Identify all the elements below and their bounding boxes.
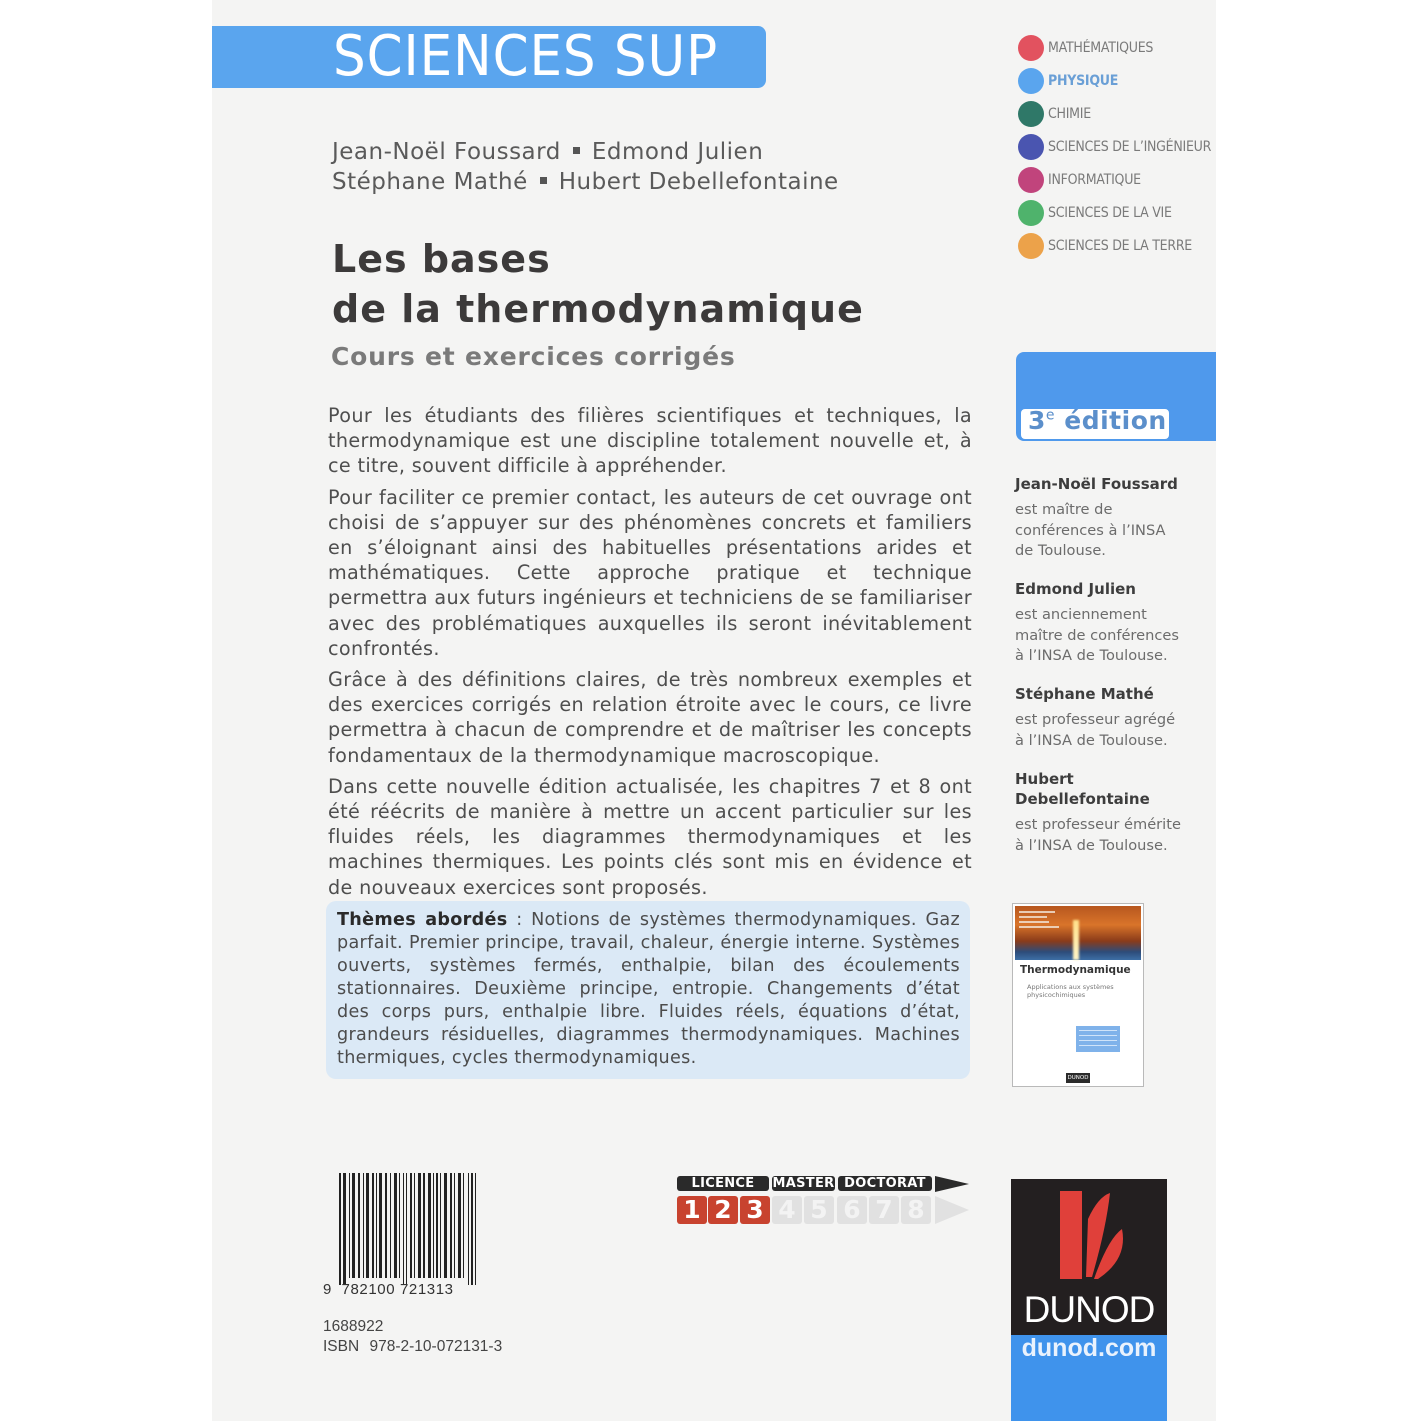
isbn-value: 978-2-10-072131-3 xyxy=(369,1338,503,1355)
level-cell: 7 xyxy=(869,1196,899,1224)
thumbnail-subtitle xyxy=(1027,983,1114,999)
thumbnail-blue-block xyxy=(1076,1026,1120,1052)
discipline-item xyxy=(1018,34,1218,62)
discipline-item xyxy=(1018,232,1218,260)
edition-label xyxy=(1028,406,1167,435)
author-name: Jean-Noël Foussard xyxy=(332,139,561,165)
edition-number: 3 xyxy=(1028,406,1046,435)
discipline-item xyxy=(1018,133,1218,161)
cover-image xyxy=(1015,906,1141,960)
author-list xyxy=(332,137,839,197)
isbn-label: ISBN xyxy=(323,1338,360,1355)
bio-text xyxy=(1015,815,1205,856)
barcode-icon xyxy=(339,1173,477,1285)
themes-label: Thèmes abordés xyxy=(337,910,508,930)
discipline-label: SCIENCES DE L’INGÉNIEUR xyxy=(1048,139,1212,155)
bio-text xyxy=(1015,605,1205,667)
discipline-dot-icon xyxy=(1018,167,1044,193)
discipline-label: SCIENCES DE LA TERRE xyxy=(1048,238,1192,254)
description-paragraph: Grâce à des définitions claires, de très nombreux exemples et des exercices corrigés en relation étroite avec le cours, ce livre permettra à chacun de comprendre et de maîtriser les concepts fondamentaux de la thermodynamique macroscopique. xyxy=(328,668,972,767)
bio-line: est anciennement xyxy=(1015,606,1147,623)
barcode-digits xyxy=(323,1281,454,1298)
discipline-label: MATHÉMATIQUES xyxy=(1048,40,1154,56)
level-header-doctorat: DOCTORAT xyxy=(838,1176,932,1191)
bio-line: est maître de xyxy=(1015,501,1113,518)
level-cell-active: 3 xyxy=(740,1196,770,1224)
related-book-thumbnail[interactable] xyxy=(1012,903,1144,1087)
author-name: Stéphane Mathé xyxy=(332,169,528,195)
barcode-digit-group: 721313 xyxy=(399,1281,454,1298)
bio-line: à l’INSA de Toulouse. xyxy=(1015,731,1168,749)
bio-name-line: Debellefontaine xyxy=(1015,790,1150,808)
thumbnail-publisher-logo: DUNOD xyxy=(1067,1075,1089,1081)
author-name: Hubert Debellefontaine xyxy=(558,169,839,195)
title-line: Les bases xyxy=(332,237,551,281)
title-line: de la thermodynamique xyxy=(332,287,864,331)
bio-line: à l’INSA de Toulouse. xyxy=(1015,836,1168,854)
product-code: 1688922 xyxy=(323,1318,384,1335)
description-paragraph: Pour les étudiants des filières scientifiques et techniques, la thermodynamique est une discipline totalement nouvelle et, à ce titre, souvent difficile à appréhender. xyxy=(328,404,972,478)
level-header-licence: LICENCE xyxy=(677,1176,769,1191)
discipline-item xyxy=(1018,100,1218,128)
bio-line: maître de conférences xyxy=(1015,626,1179,644)
arrow-right-icon xyxy=(935,1196,969,1224)
level-cell: 4 xyxy=(772,1196,802,1224)
discipline-item xyxy=(1018,166,1218,194)
discipline-label: PHYSIQUE xyxy=(1048,73,1119,89)
level-cell-active: 1 xyxy=(677,1196,707,1224)
bio-name-line: Hubert xyxy=(1015,770,1074,788)
bio-author-name: Jean-Noël Foussard xyxy=(1015,475,1178,493)
discipline-dot-icon xyxy=(1018,101,1044,127)
discipline-label: INFORMATIQUE xyxy=(1048,172,1141,188)
discipline-item-active xyxy=(1018,67,1218,95)
level-header-master: MASTER xyxy=(772,1176,835,1191)
bio-author-name: Edmond Julien xyxy=(1015,580,1136,598)
level-cell: 8 xyxy=(901,1196,931,1224)
bio-line: est professeur agrégé xyxy=(1015,711,1176,728)
publisher-url-link[interactable]: dunod.com xyxy=(1021,1334,1157,1362)
thumbnail-subtitle-line: physicochimiques xyxy=(1027,991,1086,999)
level-cell: 6 xyxy=(837,1196,867,1224)
thumbnail-subtitle-line: Applications aux systèmes xyxy=(1027,983,1114,991)
arrow-right-icon xyxy=(935,1176,969,1192)
dunod-fan-logo-icon xyxy=(1058,1189,1128,1281)
barcode-digit-first: 9 xyxy=(323,1281,332,1298)
book-title xyxy=(332,234,864,334)
bio-text xyxy=(1015,710,1205,751)
level-cell: 5 xyxy=(804,1196,834,1224)
description-paragraph: Pour faciliter ce premier contact, les auteurs de cet ouvrage ont choisi de s’appuyer sur des phénomènes concrets et familiers en s’éloignant ainsi des habituelles présentations arides et mathématiques. Cette approche pratique et technique permettra aux futurs ingénieurs et techniciens de se familiariser avec des problématiques auxquelles ils seront inévitablement confrontés. xyxy=(328,485,972,660)
level-cell-active: 2 xyxy=(708,1196,738,1224)
thumbnail-title: Thermodynamique xyxy=(1020,964,1131,976)
edition-suffix: e xyxy=(1045,407,1056,424)
description-paragraph: Dans cette nouvelle édition actualisée, les chapitres 7 et 8 ont été réécrits de manière à mettre un accent particulier sur les fluides réels, les diagrammes thermodynamiques et les machines thermiques. Les points clés sont mis en évidence et de nouveaux exercices sont proposés. xyxy=(328,774,972,899)
discipline-dot-icon xyxy=(1018,233,1044,259)
bio-text xyxy=(1015,500,1205,562)
bullet-separator xyxy=(540,177,547,184)
discipline-label: SCIENCES DE LA VIE xyxy=(1048,205,1172,221)
discipline-dot-icon xyxy=(1018,35,1044,61)
bio-line: est professeur émérite xyxy=(1015,816,1181,833)
discipline-label: CHIMIE xyxy=(1048,106,1091,122)
bio-author-name xyxy=(1015,769,1205,809)
bio-line: de Toulouse. xyxy=(1015,542,1106,559)
publisher-name: DUNOD xyxy=(1023,1289,1155,1330)
barcode-digit-group: 782100 xyxy=(341,1281,396,1298)
discipline-item xyxy=(1018,199,1218,227)
discipline-dot-icon xyxy=(1018,68,1044,94)
bio-line: conférences à l’INSA xyxy=(1015,521,1166,539)
author-name: Edmond Julien xyxy=(591,139,764,165)
edition-word: édition xyxy=(1064,406,1167,435)
bio-author-name: Stéphane Mathé xyxy=(1015,685,1154,703)
themes-text xyxy=(337,909,960,1070)
discipline-dot-icon xyxy=(1018,134,1044,160)
bullet-separator xyxy=(573,147,580,154)
discipline-dot-icon xyxy=(1018,200,1044,226)
themes-separator: : xyxy=(507,910,532,930)
book-subtitle: Cours et exercices corrigés xyxy=(331,342,736,371)
bio-line: à l’INSA de Toulouse. xyxy=(1015,647,1168,664)
series-title: SCIENCES SUP xyxy=(333,24,719,89)
isbn xyxy=(323,1338,502,1356)
description xyxy=(328,403,972,906)
themes-content: Notions de systèmes thermodynamiques. Gaz parfait. Premier principe, travail, chaleur, énergie interne. Systèmes ouverts, systèmes fermés, enthalpie, bilan des écoulements stationnaires. Deuxième principe, entropie. Changements d’état des corps purs, enthalpie libre. Fluides réels, équations d’état, grandeurs résiduelles, diagrammes thermodynamiques. Machines thermiques, cycles thermodynamiques. xyxy=(337,910,961,1068)
